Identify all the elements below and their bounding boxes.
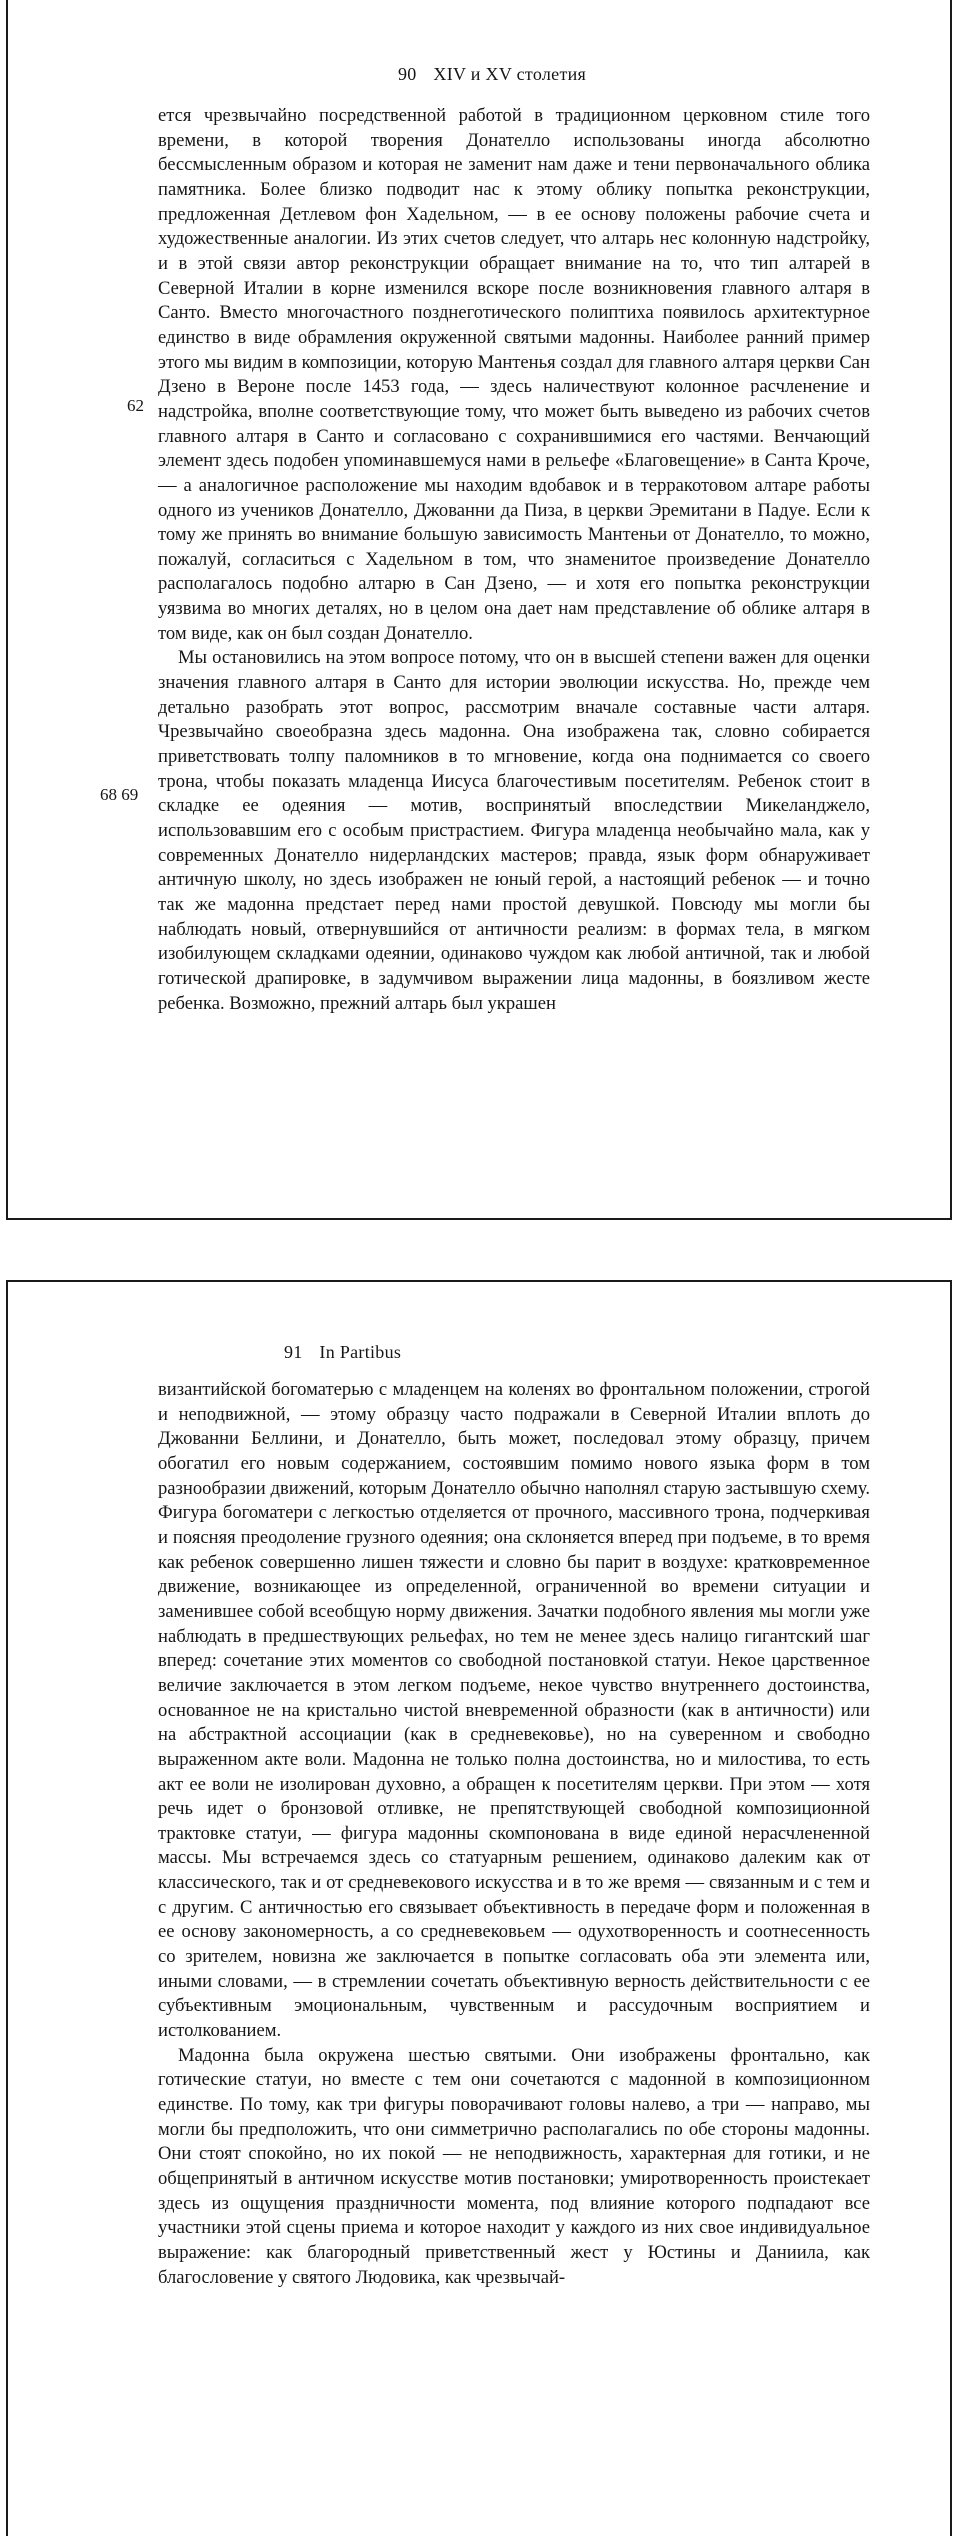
page-gap xyxy=(0,1220,960,1280)
paragraph: византийской богоматерью с младенцем на коленях во фронтальном положении, строгой и неподвижной, — этому образцу часто подражали в Северной Италии вплоть до Джованни Беллини, и Донателло, быть может, последовал этому образцу, причем обогатил его новым содержанием, состоявшим помимо нового языка форм в том разнообразии движений, которым Донателло обычно наполнял старую застывшую схему. Фигура богоматери с легкостью отделяется от прочного, массивного трона, подчеркивая и поясняя преодоление грузного одеяния; она склоняется вперед при подъеме, в то время как ребенок совершенно лишен тяжести и словно бы парит в воздухе: кратковременное движение, возникающее из определенной, ограниченной во времени ситуации и заменившее собой всеобщую норму движения. Зачатки подобного явления мы могли уже наблюдать в предшествующих рельефах, но тем не менее здесь налицо гигантский шаг вперед: сочетание этих моментов со свободной постановкой статуи. Некое царственное величие заключается в этом легком подъеме, некое чувство внутреннего достоинства, основанное не на кристально чистой вневременной образности (как в античности) или на абстрактной ассоциации (как в средневековье), но на суверенном и свободно выраженном акте воли. Мадонна не только полна достоинства, но и милостива, то есть акт ее воли не изолирован духовно, а обращен к посетителям церкви. При этом — хотя речь идет о бронзовой отливке, не препятствующей свободной композиционной трактовке статуи, — фигура мадонны скомпонована в виде единой нерасчлененной массы. Мы встречаемся здесь со статуарным решением, одинаково далеким как от классического, так и от средневекового искусства и в то же время — связанным и с тем и с другим. С античностью его связывает объективность в передаче форм и положенная в ее основу закономерность, а со средневековьем — одухотворенность и соотнесенность со зрителем, новизна же заключается в попытке согласовать оба эти элемента или, иными словами, — в стремлении сочетать объективную верность действительности с ее субъективным эмоциональным, чувственным и рассудочным восприятием и истолкованием. xyxy=(158,1379,870,2042)
book-page-91 xyxy=(6,1280,952,2536)
running-head xyxy=(398,64,586,85)
page-number: 91 xyxy=(284,1342,303,1362)
page-number: 90 xyxy=(398,64,417,84)
margin-figure-ref: 62 xyxy=(127,396,144,415)
paragraph: Мадонна была окружена шестью святыми. Они изображены фронтально, как готические статуи, но вместе с тем они сочетаются с мадонной в композиционном единстве. По тому, как три фигуры поворачивают головы налево, а три — направо, мы могли бы предположить, что они симметрично располагались по обе стороны мадонны. Они стоят спокойно, но их покой — не неподвижность, характерная для готики, и не общепринятый в античном искусстве мотив постановки; умиротворенность проистекает здесь из ощущения праздничности момента, под влияние которого подпадают все участники этой сцены приема и которое находит у каждого из них свое индивидуальное выражение: как благородный приветственный жест у Юстины и Даниила, как благословение у святого Людовика, как чрезвычай- xyxy=(158,2044,870,2288)
body-text xyxy=(158,104,870,1016)
paragraph: ется чрезвычайно посредственной работой в традиционном церковном стиле того времени, в которой творения Донателло использованы иногда абсолютно бессмысленным образом и которая не заменит нам даже и тени первоначального облика памятника. Более близко подводит нас к этому облику попытка реконструкции, предложенная Детлевом фон Хадельном, — в ее основу положены рабочие счета и художественные аналогии. Из этих счетов следует, что алтарь нес колонную надстройку, и в этой связи автор реконструкции обращает внимание на то, что тип алтарей в Северной Италии в корне изменился вскоре после возникновения главного алтаря в Санто. Вместо многочастного позднеготического полиптиха появилось архитектурное единство в виде обрамления окруженной святыми мадонны. Наиболее ранний пример этого мы видим в композиции, которую Мантенья создал для главного алтаря церкви Сан Дзено в Вероне после 1453 года, — здесь наличествуют колонное расчленение и надстройка, вполне соответствующие тому, что может быть выведено из рабочих счетов главного алтаря в Санто и согласовано с сохранившимися его частями. Венчающий элемент здесь подобен упоминавшемуся нами в рельефе «Благовещение» в Санта Кроче, — а аналогичное расположение мы находим вдобавок и в терракотовом алтаре работы одного из учеников Донателло, Джованни да Пиза, в церкви Эремитани в Падуе. Если к тому же принять во внимание большую зависимость Мантеньи от Донателло, то можно, пожалуй, согласиться с Хадельном в том, что знаменитое произведение Донателло располагалось подобно алтарю в Сан Дзено, — и хотя его попытка реконструкции уязвима во многих деталях, но в целом она дает нам представление об облике алтаря в том виде, как он был создан Донателло. xyxy=(158,105,870,644)
paragraph: Мы остановились на этом вопросе потому, что он в высшей степени важен для оценки значения главного алтаря в Санто для истории эволюции искусства. Но, прежде чем детально разобрать этот вопрос, рассмотрим вначале составные части алтаря. Чрезвычайно своеобразна здесь мадонна. Она изображена так, словно собирается приветствовать толпу паломников в то мгновение, когда она поднимается со своего трона, чтобы показать младенца Иисуса благочестивым посетителям. Ребенок стоит в складке ее одеяния — мотив, воспринятый впоследствии Микеланджело, использовавшим его с особым пристрастием. Фигура младенца необычайно мала, как у современных Донателло нидерландских мастеров; правда, язык форм обнаруживает античную школу, но здесь изображен не юный герой, а настоящий ребенок — и точно так же мадонна предстает перед нами простой девушкой. Повсюду мы могли бы наблюдать новый, отвернувшийся от античности реализм: в формах тела, в мягком изобилующем складками одеянии, одинаково чуждом как любой античной, так и любой готической драпировке, в задумчивом выражении лица мадонны, в боязливом жесте ребенка. Возможно, прежний алтарь был украшен xyxy=(158,647,870,1014)
body-text xyxy=(158,1378,870,2290)
book-page-90 xyxy=(6,0,952,1220)
running-head xyxy=(284,1342,401,1363)
running-head-title: XIV и XV столетия xyxy=(433,64,587,84)
margin-figure-ref: 68 69 xyxy=(100,785,139,804)
running-head-title: In Partibus xyxy=(319,1342,402,1362)
